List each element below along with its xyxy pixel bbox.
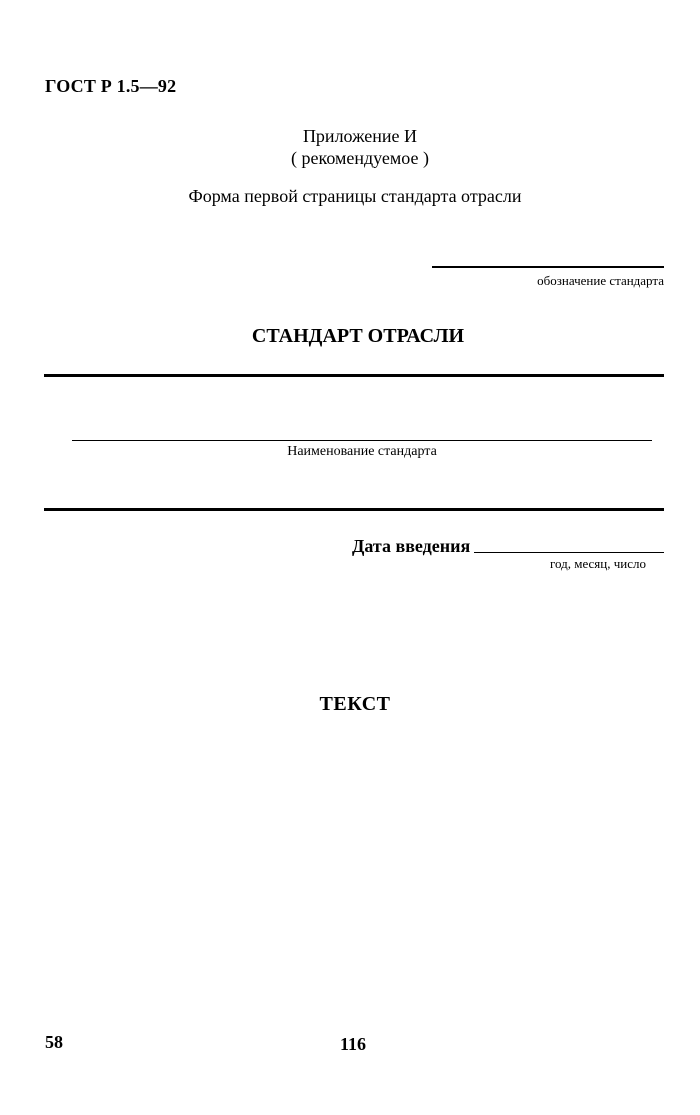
standard-type-heading: СТАНДАРТ ОТРАСЛИ [251,325,465,347]
page-number-left: 58 [45,1032,63,1052]
designation-field-line [432,266,664,268]
body-text-placeholder: ТЕКСТ [319,693,391,715]
standard-name-label: Наименование стандарта [287,444,437,459]
introduction-date-format: год, месяц, число [549,556,646,571]
introduction-date-field-line [474,552,664,553]
bottom-divider [44,508,664,511]
form-title: Форма первой страницы стандарта отрасли [188,186,522,206]
top-divider [44,374,664,377]
designation-label: обозначение стандарта [537,273,664,288]
document-code: ГОСТ Р 1.5—92 [45,76,177,96]
introduction-date-label: Дата введения [352,536,471,556]
appendix-note: ( рекомендуемое ) [291,148,429,168]
page-number-center: 116 [339,1034,366,1054]
standard-name-field-line [72,440,652,441]
appendix-title: Приложение И [302,126,418,146]
